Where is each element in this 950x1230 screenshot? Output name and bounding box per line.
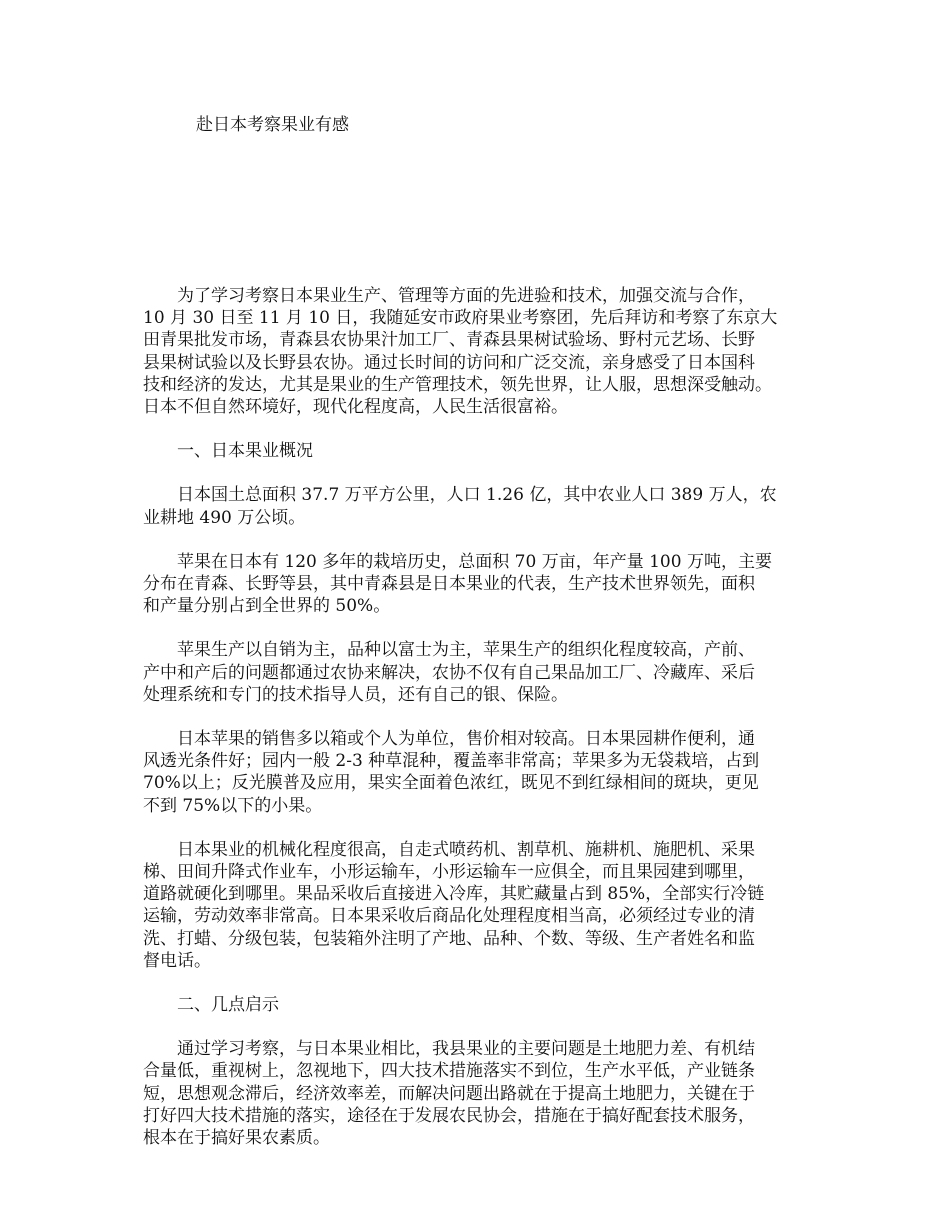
text-line: 根本在于搞好果农素质。 <box>143 1128 330 1149</box>
paragraph-insights <box>143 1038 803 1149</box>
document-title: 赴日本考察果业有感 <box>196 115 349 135</box>
text-line: 风透光条件好；园内一般 2-3 种草混种，覆盖率非常高；苹果多为无袋栽培，占到 <box>143 751 760 772</box>
text-line: 苹果在日本有 120 多年的栽培历史，总面积 70 万亩，年产量 100 万吨，主要 <box>177 551 772 572</box>
text-line: 处理系统和专门的技术指导人员，还有自己的银、保险。 <box>143 684 568 705</box>
document-body <box>143 285 803 1171</box>
section-heading-overview: 一、日本果业概况 <box>177 441 313 462</box>
text-line: 不到 75%以下的小果。 <box>143 795 323 816</box>
text-line: 日本不但自然环境好，现代化程度高，人民生活很富裕。 <box>143 397 568 418</box>
text-line: 道路就硬化到哪里。果品采收后直接进入冷库，其贮藏量占到 85%，全部实行冷链 <box>143 884 765 905</box>
text-line: 运输，劳动效率非常高。日本果采收后商品化处理程度相当高，必须经过专业的清 <box>143 906 755 927</box>
text-line: 日本国土总面积 37.7 万平方公里，人口 1.26 亿，其中农业人口 389 万人，农 <box>177 485 777 506</box>
text-line: 产中和产后的问题都通过农协来解决，农协不仅有自己果品加工厂、冷藏库、采后 <box>143 662 755 683</box>
text-line: 10 月 30 日至 11 月 10 日，我随延安市政府果业考察团，先后拜访和考察了东京大 <box>143 308 778 329</box>
text-line: 合量低，重视树上，忽视地下，四大技术措施落实不到位，生产水平低，产业链条 <box>143 1061 755 1082</box>
text-line: 技和经济的发达，尤其是果业的生产管理技术，领先世界，让人服，思想深受触动。 <box>143 374 772 395</box>
text-line: 田青果批发市场，青森县农协果汁加工厂、青森县果树试验场、野村元艺场、长野 <box>143 330 755 351</box>
text-line: 和产量分别占到全世界的 50%。 <box>143 596 391 617</box>
text-line: 日本果业的机械化程度很高，自走式喷药机、割草机、施耕机、施肥机、采果 <box>177 839 755 860</box>
text-line: 洗、打蜡、分级包装，包装箱外注明了产地、品种、个数、等级、生产者姓名和监 <box>143 928 755 949</box>
paragraph-apple-history <box>143 551 803 618</box>
text-line: 苹果生产以自销为主，品种以富士为主，苹果生产的组织化程度较高，产前、 <box>177 640 755 661</box>
text-line: 梯、田间升降式作业车，小形运输车，小形运输车一应俱全，而且果园建到哪里， <box>143 862 755 883</box>
text-line: 为了学习考察日本果业生产、管理等方面的先进验和技术，加强交流与合作， <box>177 286 755 306</box>
paragraph-mechanization <box>143 839 803 972</box>
text-line: 打好四大技术措施的落实，途径在于发展农民协会，措施在于搞好配套技术服务， <box>143 1105 755 1126</box>
text-line: 分布在青森、长野等县，其中青森县是日本果业的代表，生产技术世界领先，面积 <box>143 574 755 595</box>
text-line: 70%以上；反光膜普及应用，果实全面着色浓红，既见不到红绿相间的斑块，更见 <box>143 773 759 794</box>
text-line: 业耕地 490 万公顷。 <box>143 507 306 528</box>
text-line: 日本苹果的销售多以箱或个人为单位，售价相对较高。日本果园耕作便利，通 <box>177 729 755 750</box>
intro-paragraph <box>143 285 803 418</box>
text-line: 短，思想观念滞后，经济效率差，而解决问题出路就在于提高土地肥力，关键在于 <box>143 1083 755 1104</box>
paragraph-apple-production <box>143 639 803 706</box>
text-line: 通过学习考察，与日本果业相比，我县果业的主要问题是土地肥力差、有机结 <box>177 1039 755 1060</box>
text-line: 督电话。 <box>143 950 211 971</box>
paragraph-apple-sales <box>143 728 803 817</box>
section-heading-insights: 二、几点启示 <box>177 995 279 1016</box>
paragraph-land-population <box>143 484 803 528</box>
text-line: 县果树试验以及长野县农协。通过长时间的访问和广泛交流，亲身感受了日本国科 <box>143 352 755 373</box>
